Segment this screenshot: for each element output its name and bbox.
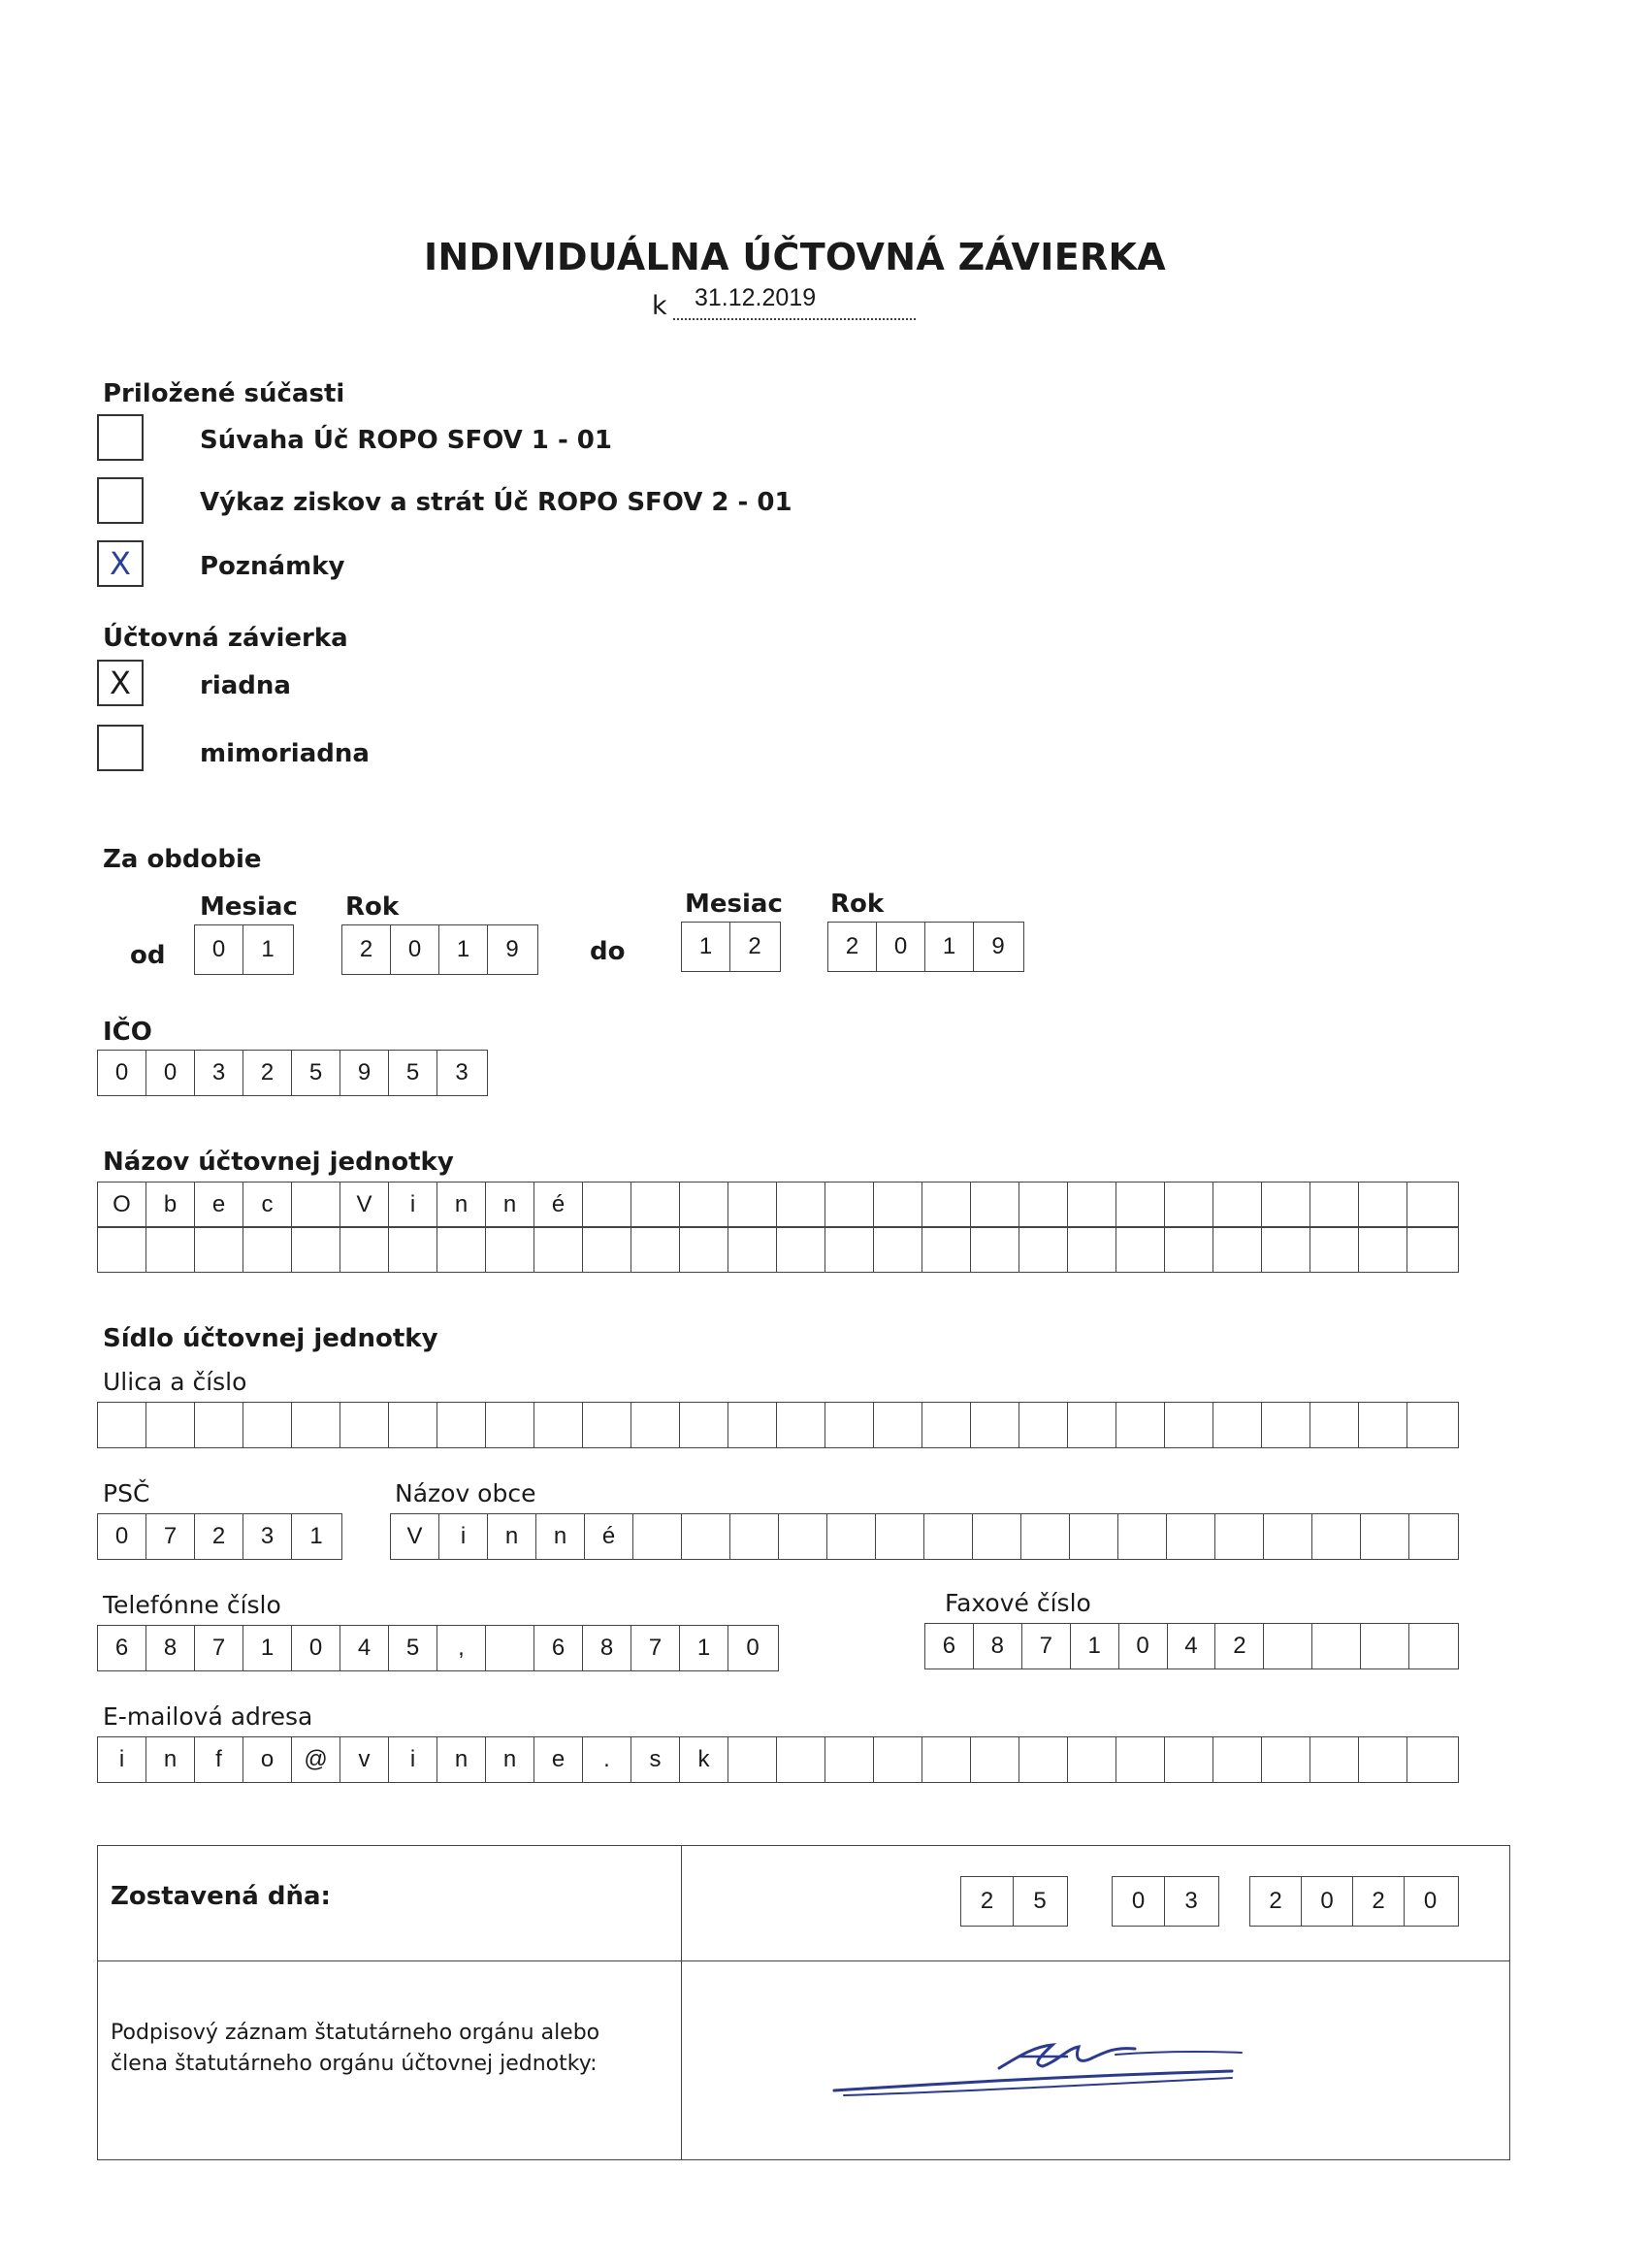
cell: 0 xyxy=(1119,1624,1168,1669)
cell xyxy=(631,1183,680,1227)
cell xyxy=(1019,1183,1068,1227)
cell xyxy=(971,1403,1019,1447)
compiled-year-field[interactable] xyxy=(1249,1876,1459,1927)
cell: 0 xyxy=(391,925,439,974)
cell xyxy=(924,1514,973,1559)
section-divider-horizontal xyxy=(97,1960,1510,1961)
cell xyxy=(1361,1514,1409,1559)
cell xyxy=(1019,1737,1068,1782)
cell xyxy=(1359,1183,1407,1227)
cell: 1 xyxy=(682,923,730,971)
cell xyxy=(1407,1403,1456,1447)
cell: 8 xyxy=(146,1626,195,1670)
cell: V xyxy=(391,1514,439,1559)
cell: 8 xyxy=(583,1626,631,1670)
cell: 5 xyxy=(292,1051,340,1095)
cell: é xyxy=(585,1514,633,1559)
street-label: Ulica a číslo xyxy=(103,1368,247,1396)
date-prefix: k xyxy=(652,291,667,321)
cell: 9 xyxy=(340,1051,389,1095)
psc-field[interactable] xyxy=(97,1513,342,1560)
cell xyxy=(292,1183,340,1227)
cell xyxy=(874,1403,922,1447)
cell xyxy=(195,1403,243,1447)
cell xyxy=(534,1227,583,1272)
cell xyxy=(777,1227,825,1272)
cell: e xyxy=(195,1183,243,1227)
attachment-label-balance: Súvaha Úč ROPO SFOV 1 - 01 xyxy=(200,426,612,455)
cell: n xyxy=(437,1183,486,1227)
cell xyxy=(633,1514,682,1559)
cell xyxy=(1213,1183,1262,1227)
handwritten-signature xyxy=(824,2008,1261,2115)
cell: O xyxy=(98,1183,146,1227)
cell xyxy=(243,1403,292,1447)
cell xyxy=(1116,1227,1165,1272)
cell xyxy=(1021,1514,1070,1559)
cell: 2 xyxy=(1250,1877,1302,1926)
from-year-label: Rok xyxy=(345,892,400,922)
ico-field[interactable] xyxy=(97,1050,488,1096)
psc-label: PSČ xyxy=(103,1479,150,1507)
cell xyxy=(1116,1737,1165,1782)
cell xyxy=(1165,1737,1213,1782)
cell xyxy=(1068,1737,1116,1782)
cell: 0 xyxy=(98,1051,146,1095)
cell xyxy=(1407,1227,1456,1272)
cell: s xyxy=(631,1737,680,1782)
cell: 1 xyxy=(439,925,488,974)
cell: 2 xyxy=(342,925,391,974)
cell xyxy=(1165,1183,1213,1227)
cell: 0 xyxy=(1423,1888,1438,1914)
cell xyxy=(874,1183,922,1227)
cell xyxy=(195,1227,243,1272)
from-month-field[interactable] xyxy=(194,924,294,975)
fax-label: Faxové číslo xyxy=(945,1589,1091,1617)
cell: @ xyxy=(292,1737,340,1782)
cell xyxy=(389,1403,437,1447)
email-field[interactable] xyxy=(97,1736,1459,1783)
cell xyxy=(728,1227,777,1272)
cell xyxy=(340,1403,389,1447)
cell xyxy=(1264,1624,1312,1669)
cell xyxy=(340,1227,389,1272)
cell xyxy=(1262,1403,1310,1447)
cell xyxy=(1262,1737,1310,1782)
cell: c xyxy=(243,1183,292,1227)
to-label: do xyxy=(590,937,626,966)
cell xyxy=(971,1183,1019,1227)
cell: 6 xyxy=(925,1624,974,1669)
cell xyxy=(1167,1514,1215,1559)
cell xyxy=(682,1514,730,1559)
cell: , xyxy=(437,1626,486,1670)
cell xyxy=(1116,1403,1165,1447)
period-heading: Za obdobie xyxy=(103,845,262,874)
cell: 6 xyxy=(98,1626,146,1670)
cell: 0 xyxy=(292,1626,340,1670)
to-month-label: Mesiac xyxy=(685,890,783,919)
cell xyxy=(922,1403,971,1447)
document-title: INDIVIDUÁLNA ÚČTOVNÁ ZÁVIERKA xyxy=(424,236,1166,278)
cell xyxy=(1068,1403,1116,1447)
town-field[interactable] xyxy=(390,1513,1459,1560)
from-year-field[interactable] xyxy=(341,924,538,975)
cell xyxy=(1409,1514,1458,1559)
cell xyxy=(1262,1227,1310,1272)
cell: n xyxy=(536,1514,585,1559)
cell xyxy=(1312,1624,1361,1669)
cell: n xyxy=(437,1737,486,1782)
to-year-field[interactable] xyxy=(827,922,1024,972)
cell xyxy=(1070,1514,1118,1559)
cell xyxy=(680,1403,728,1447)
cell: 2 xyxy=(1353,1877,1405,1926)
cell xyxy=(146,1403,195,1447)
cell: 3 xyxy=(1184,1888,1198,1914)
cell xyxy=(1118,1514,1167,1559)
cell: f xyxy=(195,1737,243,1782)
cell: 4 xyxy=(340,1626,389,1670)
cell xyxy=(437,1403,486,1447)
cell: 2 xyxy=(748,933,761,959)
cell xyxy=(825,1227,874,1272)
cell: 9 xyxy=(505,936,519,962)
cell: 4 xyxy=(1168,1624,1216,1669)
cell: 7 xyxy=(195,1626,243,1670)
cell xyxy=(1359,1403,1407,1447)
cell: i xyxy=(389,1737,437,1782)
cell: 2 xyxy=(1215,1624,1264,1669)
cell xyxy=(1215,1514,1264,1559)
cell: V xyxy=(340,1183,389,1227)
closure-label-regular: riadna xyxy=(200,671,291,700)
cell xyxy=(1068,1183,1116,1227)
cell: 7 xyxy=(146,1514,195,1559)
attachment-checkbox-notes[interactable]: X xyxy=(97,540,144,587)
cell: 1 xyxy=(680,1626,728,1670)
cell xyxy=(631,1227,680,1272)
cell xyxy=(825,1183,874,1227)
cell: 3 xyxy=(243,1514,292,1559)
cell xyxy=(1310,1227,1359,1272)
fax-field[interactable] xyxy=(924,1623,1459,1669)
cell: 1 xyxy=(925,923,974,971)
email-label: E-mailová adresa xyxy=(103,1702,313,1731)
compiled-day-field[interactable] xyxy=(960,1876,1068,1927)
cell xyxy=(922,1227,971,1272)
section-divider-vertical xyxy=(681,1845,682,2160)
cell xyxy=(777,1183,825,1227)
cell xyxy=(827,1514,876,1559)
closure-label-extraordinary: mimoriadna xyxy=(200,739,370,768)
town-label: Názov obce xyxy=(395,1479,536,1507)
cell: 0 xyxy=(1302,1877,1353,1926)
cell xyxy=(1019,1403,1068,1447)
cell: i xyxy=(439,1514,488,1559)
closure-checkbox-regular[interactable]: X xyxy=(97,660,144,706)
signature-label-line-1: Podpisový záznam štatutárneho orgánu alebo xyxy=(111,2021,600,2045)
from-month-label: Mesiac xyxy=(200,892,298,922)
cell: 0 xyxy=(746,1635,760,1661)
cell xyxy=(825,1403,874,1447)
attachment-checkbox-income[interactable] xyxy=(97,477,144,524)
cell xyxy=(1407,1183,1456,1227)
cell: é xyxy=(534,1183,583,1227)
cell xyxy=(876,1514,924,1559)
name-field-row-1[interactable] xyxy=(97,1182,1459,1228)
cell xyxy=(680,1227,728,1272)
cell xyxy=(1359,1227,1407,1272)
cell: o xyxy=(243,1737,292,1782)
cell xyxy=(1116,1183,1165,1227)
cell xyxy=(971,1737,1019,1782)
cell xyxy=(730,1514,779,1559)
cell xyxy=(1310,1403,1359,1447)
to-year-label: Rok xyxy=(830,890,885,919)
cell xyxy=(1409,1624,1458,1669)
cell: 8 xyxy=(974,1624,1022,1669)
cell xyxy=(680,1183,728,1227)
name-heading: Názov účtovnej jednotky xyxy=(103,1148,454,1177)
closure-checkbox-extraordinary[interactable] xyxy=(97,725,144,771)
phone-field[interactable] xyxy=(97,1625,779,1671)
cell xyxy=(1213,1737,1262,1782)
cell xyxy=(486,1227,534,1272)
signature-label-line-2: člena štatutárneho orgánu účtovnej jednotky: xyxy=(111,2052,598,2076)
street-field[interactable] xyxy=(97,1402,1459,1448)
cell: 0 xyxy=(877,923,925,971)
cell: 0 xyxy=(195,925,243,974)
cell: 5 xyxy=(389,1051,437,1095)
cell xyxy=(534,1403,583,1447)
cell: 1 xyxy=(309,1523,323,1549)
cell: 1 xyxy=(243,1626,292,1670)
cell: 6 xyxy=(534,1626,583,1670)
seat-heading: Sídlo účtovnej jednotky xyxy=(103,1324,438,1353)
cell xyxy=(1359,1737,1407,1782)
cell: 2 xyxy=(961,1877,1014,1926)
cell: n xyxy=(486,1737,534,1782)
cell xyxy=(243,1227,292,1272)
cell xyxy=(728,1403,777,1447)
compiled-month-field[interactable] xyxy=(1112,1876,1219,1927)
attachment-label-income: Výkaz ziskov a strát Úč ROPO SFOV 2 - 01 xyxy=(200,488,792,517)
cell: 1 xyxy=(1071,1624,1119,1669)
cell: v xyxy=(340,1737,389,1782)
cell: b xyxy=(146,1183,195,1227)
cell xyxy=(292,1227,340,1272)
name-field-row-2[interactable] xyxy=(97,1226,1459,1273)
from-label: od xyxy=(130,941,166,970)
cell xyxy=(1310,1183,1359,1227)
cell xyxy=(98,1227,146,1272)
phone-label: Telefónne číslo xyxy=(103,1591,281,1619)
cell xyxy=(583,1227,631,1272)
cell: . xyxy=(583,1737,631,1782)
cell xyxy=(98,1403,146,1447)
closing-date: 31.12.2019 xyxy=(695,284,817,311)
date-dotted-line xyxy=(673,318,916,320)
cell xyxy=(1262,1183,1310,1227)
cell: 0 xyxy=(98,1514,146,1559)
cell: 3 xyxy=(195,1051,243,1095)
cell: n xyxy=(488,1514,536,1559)
cell xyxy=(874,1737,922,1782)
cell: 2 xyxy=(243,1051,292,1095)
cell xyxy=(292,1403,340,1447)
cell xyxy=(922,1737,971,1782)
cell xyxy=(1213,1227,1262,1272)
cell xyxy=(1312,1514,1361,1559)
cell xyxy=(874,1227,922,1272)
cell: 3 xyxy=(455,1059,469,1085)
cell: 9 xyxy=(991,933,1005,959)
cell: 0 xyxy=(146,1051,195,1095)
cell xyxy=(728,1737,777,1782)
to-month-field[interactable] xyxy=(681,922,781,972)
cell xyxy=(779,1514,827,1559)
attachment-label-notes: Poznámky xyxy=(200,552,345,581)
cell: i xyxy=(98,1737,146,1782)
cell: 0 xyxy=(1113,1877,1165,1926)
cell xyxy=(583,1183,631,1227)
cell xyxy=(583,1403,631,1447)
attachment-checkbox-balance[interactable] xyxy=(97,414,144,461)
cell: e xyxy=(534,1737,583,1782)
cell xyxy=(728,1183,777,1227)
cell xyxy=(1264,1514,1312,1559)
cell: 7 xyxy=(1022,1624,1071,1669)
cell: 2 xyxy=(828,923,877,971)
cell xyxy=(922,1183,971,1227)
cell: n xyxy=(146,1737,195,1782)
attachments-heading: Priložené súčasti xyxy=(103,379,345,408)
compiled-label: Zostavená dňa: xyxy=(111,1882,331,1911)
cell: 5 xyxy=(1033,1888,1047,1914)
cell xyxy=(486,1626,534,1670)
ico-heading: IČO xyxy=(103,1018,152,1047)
cell: 2 xyxy=(195,1514,243,1559)
cell xyxy=(971,1227,1019,1272)
cell: 1 xyxy=(261,936,275,962)
closure-heading: Účtovná závierka xyxy=(103,624,348,653)
cell xyxy=(389,1227,437,1272)
cell xyxy=(1213,1403,1262,1447)
cell: i xyxy=(389,1183,437,1227)
cell xyxy=(146,1227,195,1272)
cell: 7 xyxy=(631,1626,680,1670)
cell: n xyxy=(486,1183,534,1227)
cell xyxy=(1165,1403,1213,1447)
cell: 5 xyxy=(389,1626,437,1670)
cell xyxy=(777,1737,825,1782)
cell xyxy=(777,1403,825,1447)
cell xyxy=(486,1403,534,1447)
cell xyxy=(1310,1737,1359,1782)
cell xyxy=(437,1227,486,1272)
cell xyxy=(1068,1227,1116,1272)
cell xyxy=(631,1403,680,1447)
cell xyxy=(1165,1227,1213,1272)
cell: k xyxy=(680,1737,728,1782)
cell xyxy=(825,1737,874,1782)
cell xyxy=(973,1514,1021,1559)
cell xyxy=(1407,1737,1456,1782)
cell xyxy=(1361,1624,1409,1669)
cell xyxy=(1019,1227,1068,1272)
